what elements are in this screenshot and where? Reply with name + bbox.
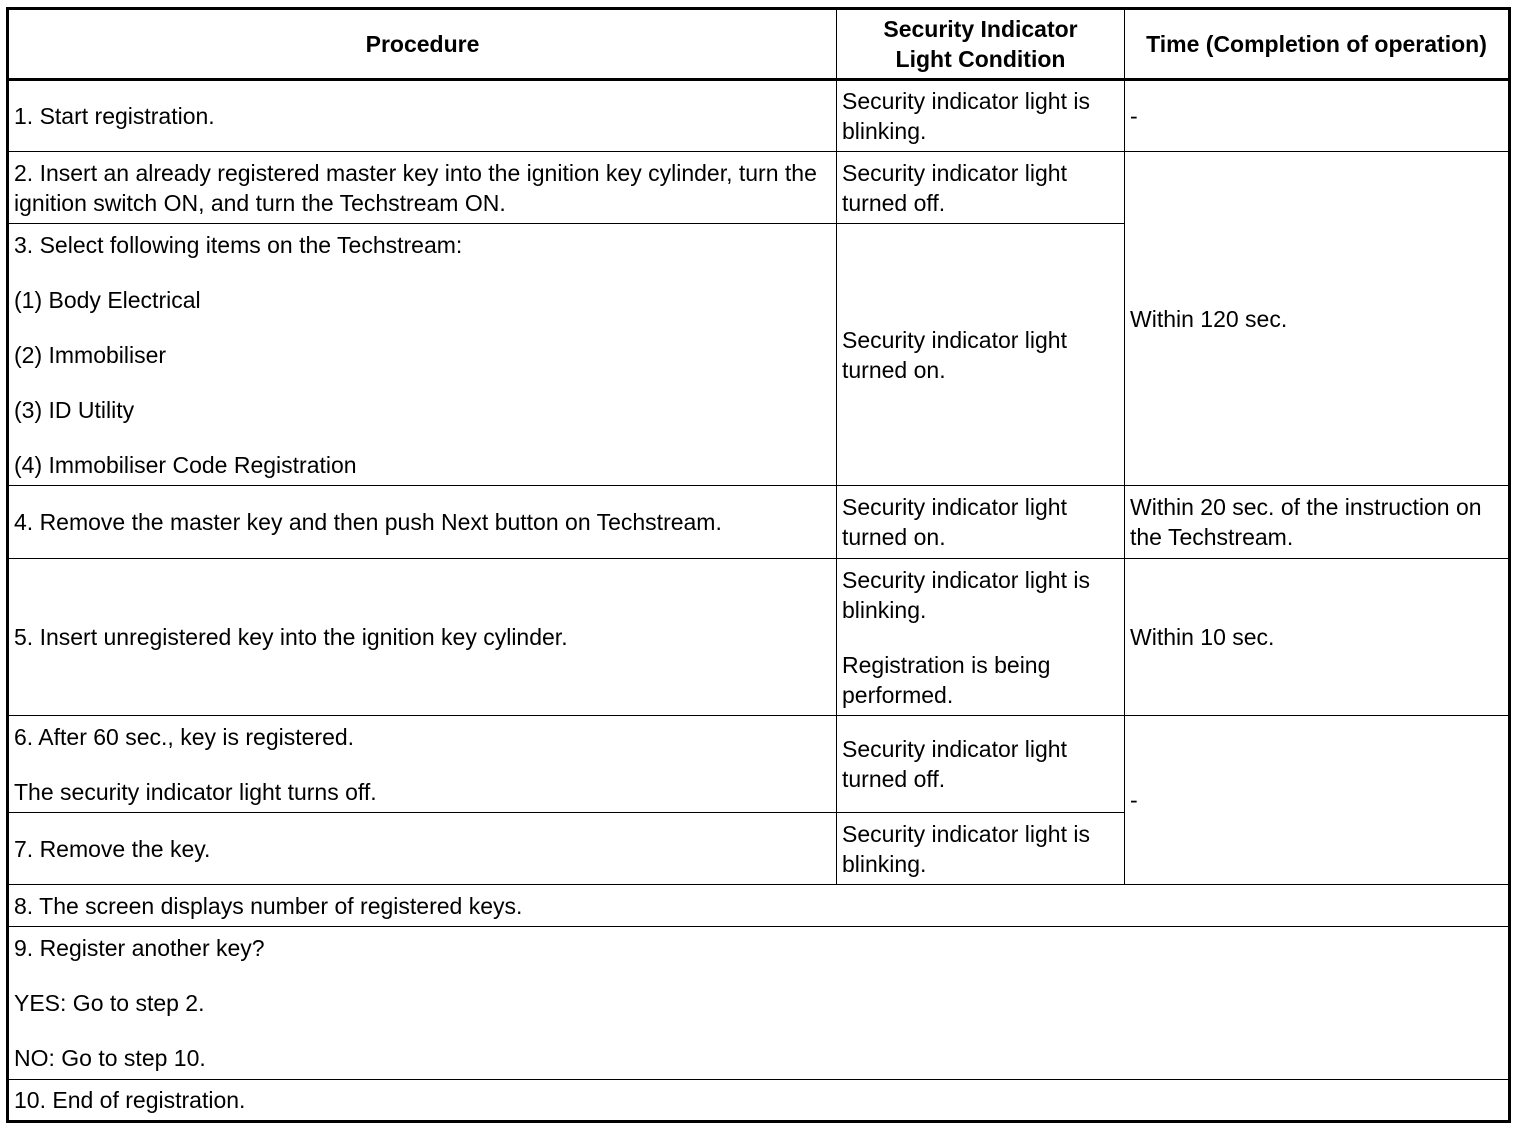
header-procedure: Procedure <box>8 9 837 80</box>
header-condition: Security Indicator Light Condition <box>837 9 1125 80</box>
table-row <box>8 152 1510 224</box>
condition-cell: Security indicator light turned on. <box>837 486 1125 559</box>
condition-line: Registration is being performed. <box>842 651 1051 708</box>
time-cell: Within 120 sec. <box>1125 152 1510 486</box>
table-row <box>8 559 1510 716</box>
procedure-line: 3. Select following items on the Techstream: <box>14 231 463 258</box>
condition-cell: Security indicator light turned off. <box>837 152 1125 224</box>
table-row <box>8 885 1510 927</box>
condition-cell: Security indicator light turned on. <box>837 224 1125 486</box>
procedure-line: (4) Immobiliser Code Registration <box>14 451 357 478</box>
procedure-cell <box>8 224 837 486</box>
condition-cell: Security indicator light turned off. <box>837 716 1125 813</box>
procedure-cell: 7. Remove the key. <box>8 813 837 885</box>
header-row <box>8 9 1510 80</box>
table-row <box>8 486 1510 559</box>
condition-cell <box>837 559 1125 716</box>
table-row <box>8 1080 1510 1122</box>
time-cell: Within 20 sec. of the instruction on the Techstream. <box>1125 486 1510 559</box>
table-row <box>8 927 1510 1080</box>
header-time: Time (Completion of operation) <box>1125 9 1510 80</box>
procedure-cell: 8. The screen displays number of registered keys. <box>8 885 1510 927</box>
time-cell: - <box>1125 80 1510 152</box>
procedure-line: (3) ID Utility <box>14 396 135 423</box>
procedure-cell: 1. Start registration. <box>8 80 837 152</box>
procedure-cell: 4. Remove the master key and then push Next button on Techstream. <box>8 486 837 559</box>
condition-line: Security indicator light is blinking. <box>842 566 1090 623</box>
procedure-line: 9. Register another key? <box>14 935 265 961</box>
procedure-cell <box>8 927 1510 1080</box>
condition-cell: Security indicator light is blinking. <box>837 813 1125 885</box>
registration-procedure-table <box>6 7 1511 1123</box>
procedure-line: (2) Immobiliser <box>14 341 167 368</box>
procedure-cell: 10. End of registration. <box>8 1080 1510 1122</box>
procedure-line: NO: Go to step 10. <box>14 1045 206 1071</box>
procedure-line: 6. After 60 sec., key is registered. <box>14 723 355 750</box>
procedure-cell: 2. Insert an already registered master key into the ignition key cylinder, turn the ignition switch ON, and turn the Techstream ON. <box>8 152 837 224</box>
time-cell: Within 10 sec. <box>1125 559 1510 716</box>
procedure-line: The security indicator light turns off. <box>14 778 377 805</box>
procedure-cell <box>8 716 837 813</box>
procedure-cell: 5. Insert unregistered key into the ignition key cylinder. <box>8 559 837 716</box>
time-cell: - <box>1125 716 1510 885</box>
table-row <box>8 716 1510 813</box>
table-row <box>8 80 1510 152</box>
condition-cell: Security indicator light is blinking. <box>837 80 1125 152</box>
procedure-line: YES: Go to step 2. <box>14 990 205 1016</box>
procedure-line: (1) Body Electrical <box>14 286 201 313</box>
